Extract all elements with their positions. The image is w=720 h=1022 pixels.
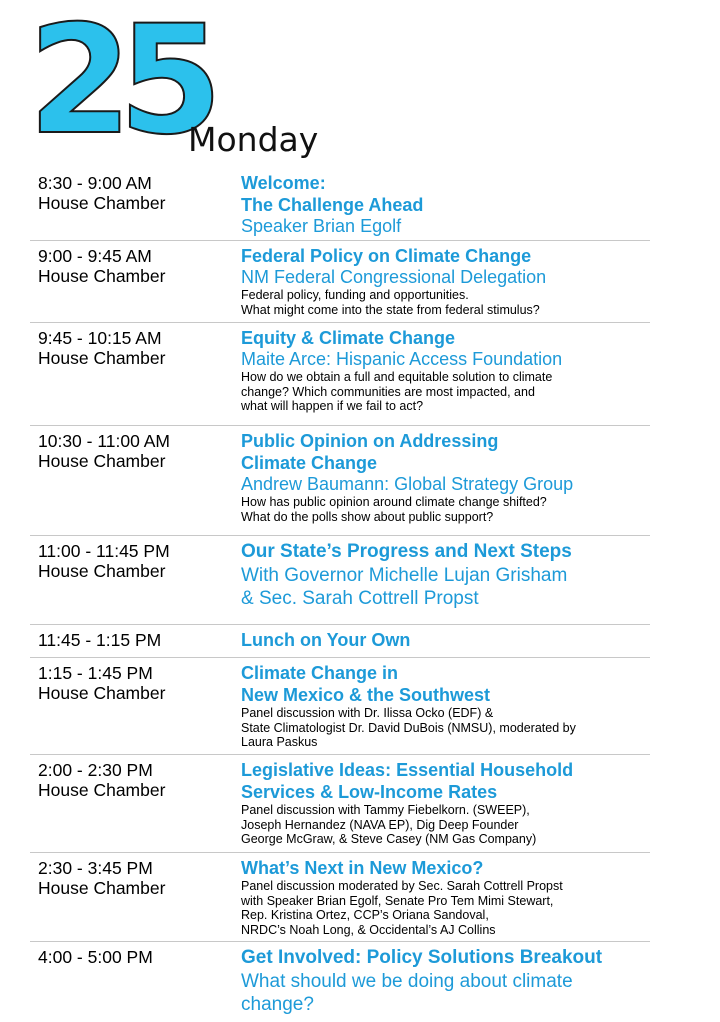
session-description: How has public opinion around climate change shifted?: [241, 495, 547, 509]
session-description: Joseph Hernandez (NAVA EP), Dig Deep Founder: [241, 817, 519, 832]
session-details: [241, 426, 650, 524]
session-row: [30, 168, 650, 240]
session-time: 4:00 - 5:00 PM: [38, 947, 153, 967]
schedule-list: [30, 168, 650, 1022]
session-time-location: [38, 663, 238, 703]
session-details: [241, 168, 650, 237]
session-details: [241, 625, 650, 651]
session-title: Public Opinion on Addressing: [241, 431, 499, 451]
session-description: How do we obtain a full and equitable solution to climate: [241, 370, 553, 384]
session-details: [241, 942, 650, 1016]
session-description: Panel discussion with Tammy Fiebelkorn. (SWEEP),: [241, 803, 530, 817]
session-title: New Mexico & the Southwest: [241, 685, 491, 705]
session-details: [241, 755, 650, 847]
session-row: [30, 657, 650, 754]
session-time-location: [38, 630, 238, 650]
session-details: [241, 323, 650, 414]
session-title: Welcome:: [241, 173, 326, 193]
session-description: with Speaker Brian Egolf, Senate Pro Tem Mimi Stewart,: [241, 893, 554, 908]
session-location: House Chamber: [38, 780, 166, 800]
session-details: [241, 241, 650, 317]
session-description: change? Which communities are most impacted, and: [241, 384, 535, 399]
session-speaker: With Governor Michelle Lujan Grisham: [241, 565, 568, 586]
session-location: House Chamber: [38, 878, 166, 898]
session-title: Climate Change in: [241, 663, 399, 683]
session-row: [30, 322, 650, 425]
session-time: 2:00 - 2:30 PM: [38, 760, 153, 780]
session-title: Our State’s Progress and Next Steps: [241, 541, 572, 562]
session-title: Equity & Climate Change: [241, 328, 456, 348]
session-title: Climate Change: [241, 453, 378, 473]
session-row: [30, 754, 650, 852]
session-location: House Chamber: [38, 348, 166, 368]
session-time-location: [38, 431, 238, 471]
session-description: Federal policy, funding and opportunities.: [241, 288, 469, 302]
session-description: George McGraw, & Steve Casey (NM Gas Company): [241, 832, 537, 846]
session-time-location: [38, 760, 238, 800]
session-description: NRDC’s Noah Long, & Occidental’s AJ Collins: [241, 922, 496, 937]
session-title: Federal Policy on Climate Change: [241, 246, 532, 266]
session-time-location: [38, 947, 238, 967]
date-number: 25: [28, 0, 209, 168]
session-details: [241, 658, 650, 750]
session-description: what will happen if we fail to act?: [241, 399, 424, 413]
session-speaker: Speaker Brian Egolf: [241, 216, 402, 236]
session-time: 8:30 - 9:00 AM: [38, 173, 152, 193]
session-description: What do the polls show about public support?: [241, 509, 494, 524]
session-speaker: What should we be doing about climate: [241, 971, 573, 992]
session-row: [30, 852, 650, 941]
session-row: [30, 425, 650, 535]
session-time-location: [38, 173, 238, 213]
session-title: Services & Low-Income Rates: [241, 782, 498, 802]
session-speaker: Andrew Baumann: Global Strategy Group: [241, 474, 574, 494]
session-details: [241, 853, 650, 937]
session-row: [30, 240, 650, 322]
session-location: House Chamber: [38, 451, 166, 471]
session-location: House Chamber: [38, 683, 166, 703]
session-description: Laura Paskus: [241, 735, 318, 749]
session-time: 9:45 - 10:15 AM: [38, 328, 162, 348]
session-time: 9:00 - 9:45 AM: [38, 246, 152, 266]
session-speaker: NM Federal Congressional Delegation: [241, 267, 547, 287]
session-title: Lunch on Your Own: [241, 630, 411, 650]
session-details: [241, 536, 650, 610]
session-time: 11:00 - 11:45 PM: [38, 541, 170, 561]
session-description: What might come into the state from federal stimulus?: [241, 302, 540, 317]
session-row: [30, 941, 650, 1022]
session-location: House Chamber: [38, 266, 166, 286]
session-speaker: & Sec. Sarah Cottrell Propst: [241, 588, 479, 609]
session-time-location: [38, 246, 238, 286]
day-name: Monday: [188, 120, 319, 159]
session-speaker: change?: [241, 994, 314, 1015]
session-time: 10:30 - 11:00 AM: [38, 431, 170, 451]
session-description: Panel discussion moderated by Sec. Sarah Cottrell Propst: [241, 879, 563, 893]
session-row: [30, 535, 650, 624]
session-time-location: [38, 541, 238, 581]
session-time: 2:30 - 3:45 PM: [38, 858, 153, 878]
session-location: House Chamber: [38, 561, 166, 581]
session-row: [30, 624, 650, 657]
session-location: House Chamber: [38, 193, 166, 213]
session-speaker: Maite Arce: Hispanic Access Foundation: [241, 349, 563, 369]
session-time-location: [38, 328, 238, 368]
session-title: The Challenge Ahead: [241, 195, 424, 215]
session-time-location: [38, 858, 238, 898]
session-title: What’s Next in New Mexico?: [241, 858, 484, 878]
session-description: Rep. Kristina Ortez, CCP’s Oriana Sandoval,: [241, 908, 489, 922]
session-time: 11:45 - 1:15 PM: [38, 630, 162, 650]
session-description: Panel discussion with Dr. Ilissa Ocko (EDF) &: [241, 706, 494, 720]
session-time: 1:15 - 1:45 PM: [38, 663, 153, 683]
session-description: State Climatologist Dr. David DuBois (NMSU), moderated by: [241, 720, 576, 735]
session-title: Get Involved: Policy Solutions Breakout: [241, 947, 603, 968]
session-title: Legislative Ideas: Essential Household: [241, 760, 574, 780]
